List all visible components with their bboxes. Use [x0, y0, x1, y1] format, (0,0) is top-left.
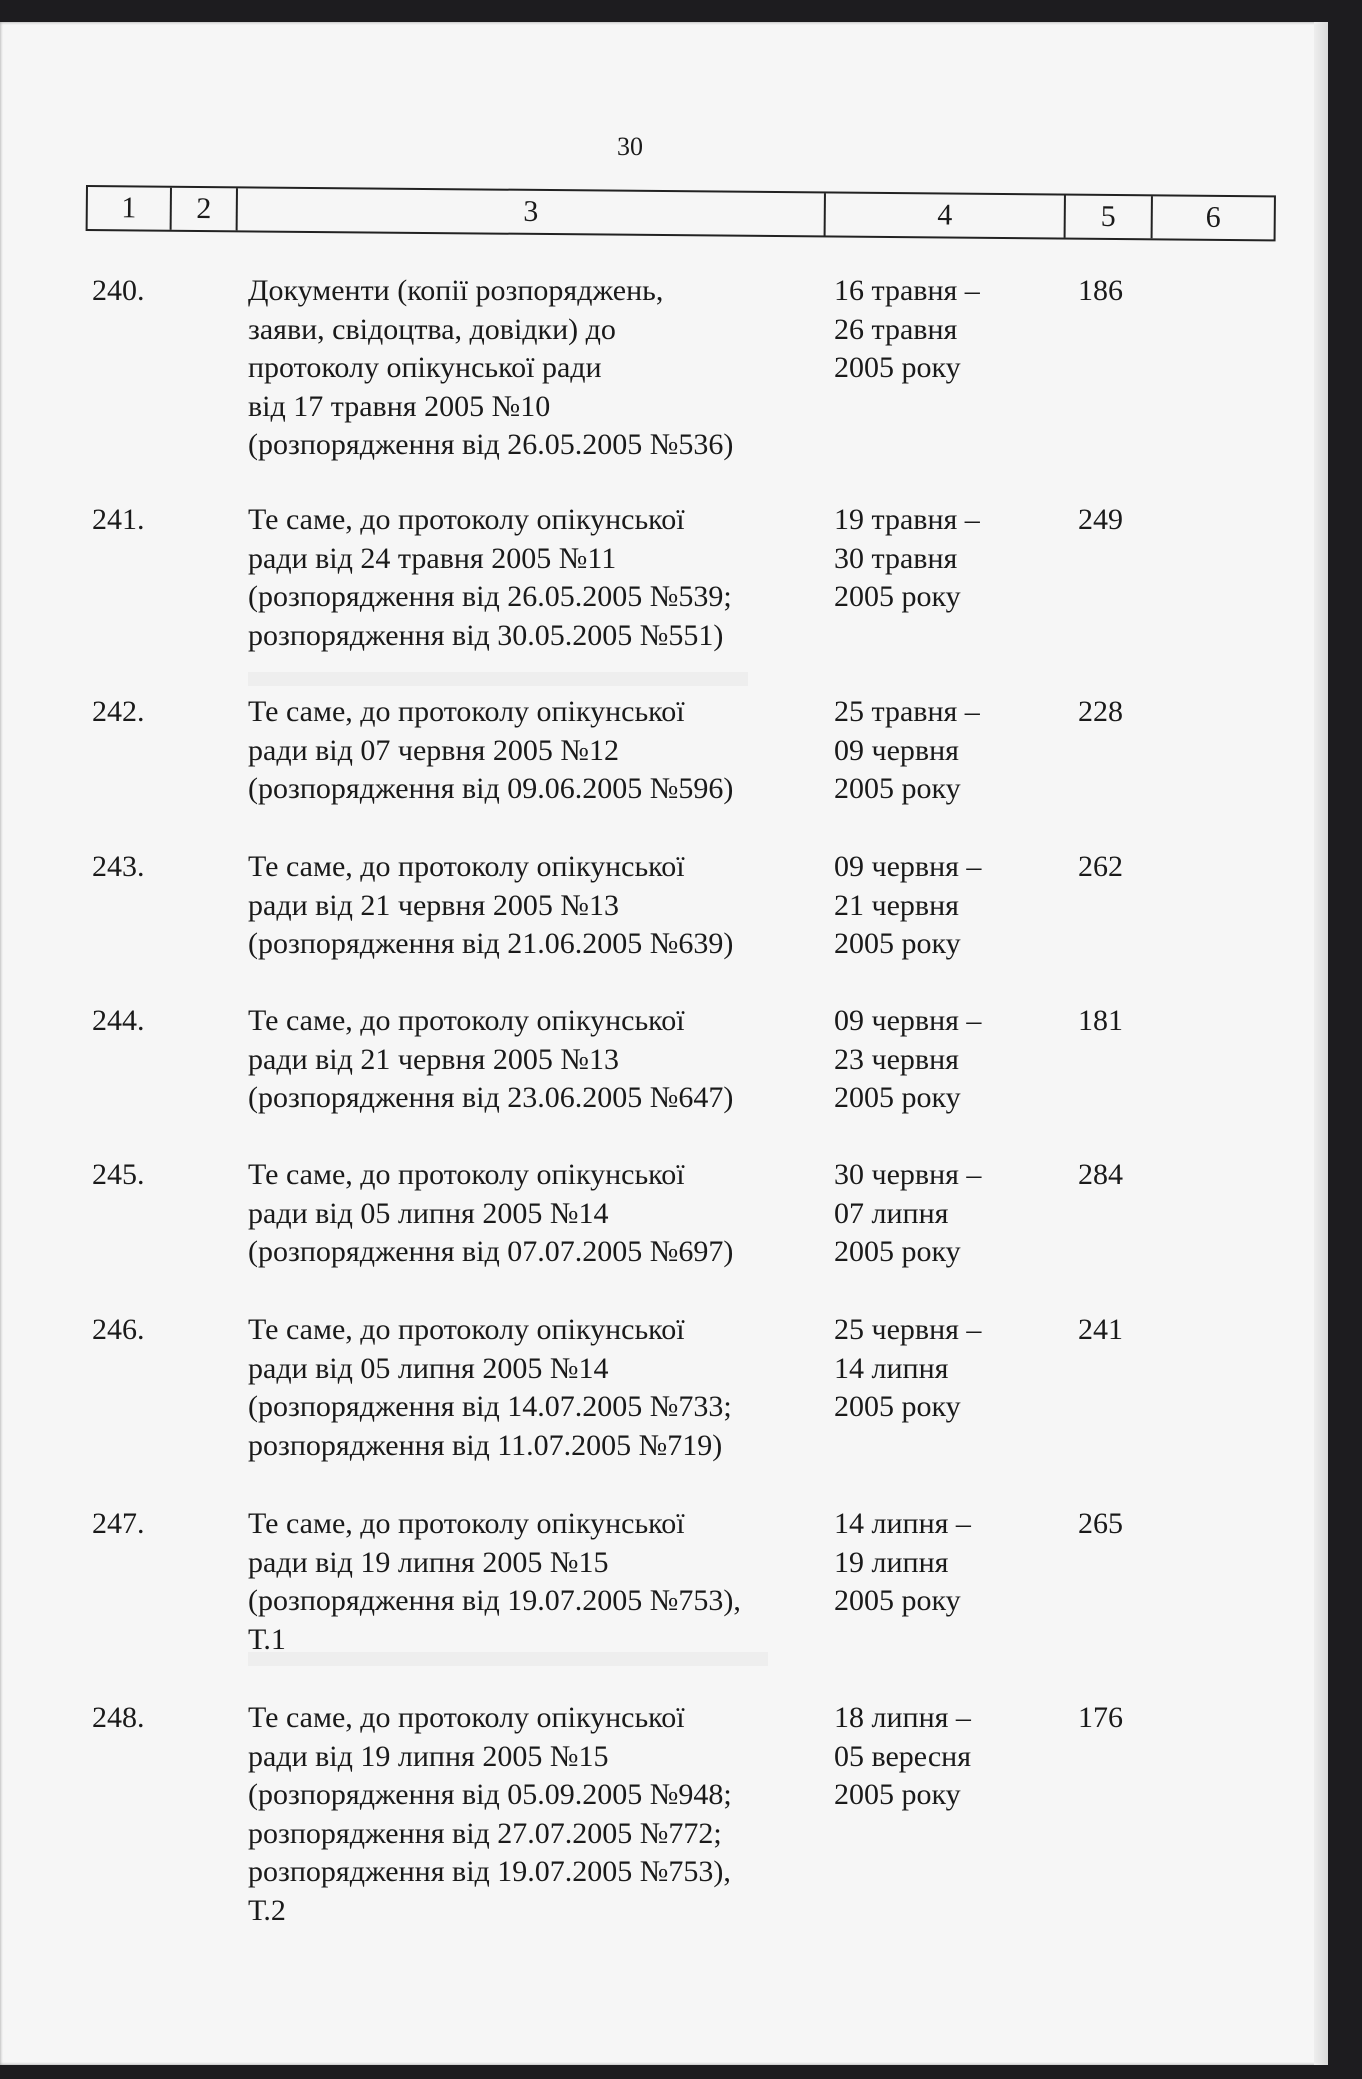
- register-entries: [0, 22, 1328, 2065]
- description-line: Те саме, до протоколу опікунської: [248, 1313, 685, 1346]
- entry-dates: [834, 1156, 1054, 1272]
- entry-number: 246.: [92, 1313, 145, 1346]
- date-line: 19 травня –: [834, 503, 980, 536]
- header-cell-6: 6: [1205, 200, 1221, 234]
- entry-page-count: 176: [1078, 1701, 1123, 1734]
- description-line: (розпорядження від 26.05.2005 №539;: [248, 580, 732, 613]
- date-line: 19 липня: [834, 1545, 949, 1579]
- entry-dates: [834, 1002, 1054, 1118]
- date-line: 30 червня –: [834, 1158, 982, 1191]
- header-cell-5: 5: [1066, 196, 1153, 239]
- description-line: Те саме, до протоколу опікунської: [248, 695, 685, 728]
- date-line: 2005 року: [834, 1081, 961, 1114]
- entry-description: [248, 1699, 818, 1930]
- description-line: (розпорядження від 07.07.2005 №697): [248, 1235, 734, 1268]
- date-line: 30 травня: [834, 541, 958, 575]
- date-line: 26 травня: [834, 312, 958, 346]
- description-line: ради від 19 липня 2005 №15: [248, 1545, 609, 1579]
- entry-page-count: 181: [1078, 1004, 1123, 1037]
- header-cell-4: 4: [826, 193, 1066, 237]
- description-line: ради від 19 липня 2005 №15: [248, 1739, 609, 1773]
- date-line: 25 травня –: [834, 695, 980, 728]
- description-line: (розпорядження від 19.07.2005 №753),: [248, 1584, 741, 1617]
- date-line: 07 липня: [834, 1196, 949, 1230]
- entry-dates: [834, 501, 1054, 617]
- entry-page-count: 241: [1078, 1313, 1123, 1346]
- description-line: заяви, свідоцтва, довідки) до: [248, 312, 616, 346]
- entry-description: [248, 1002, 818, 1118]
- description-line: Те саме, до протоколу опікунської: [248, 1158, 685, 1191]
- entry-description: [248, 693, 818, 809]
- entry-dates: [834, 693, 1054, 809]
- entry-number: 240.: [92, 274, 145, 307]
- description-line: (розпорядження від 26.05.2005 №536): [248, 428, 734, 461]
- date-line: 05 вересня: [834, 1739, 972, 1773]
- entry-description: [248, 848, 818, 964]
- date-line: 14 липня –: [834, 1507, 971, 1540]
- description-line: Те саме, до протоколу опікунської: [248, 1701, 685, 1734]
- entry-description: [248, 1505, 818, 1659]
- description-line: розпорядження від 27.07.2005 №772;: [248, 1816, 722, 1850]
- description-line: (розпорядження від 09.06.2005 №596): [248, 772, 734, 805]
- entry-description: [248, 501, 818, 655]
- date-line: 2005 року: [834, 1390, 961, 1423]
- entry-number: 242.: [92, 695, 145, 728]
- entry-description: [248, 1311, 818, 1465]
- description-line: ради від 07 червня 2005 №12: [248, 733, 619, 767]
- date-line: 2005 року: [834, 351, 961, 384]
- description-line: від 17 травня 2005 №10: [248, 389, 551, 423]
- entry-description: [248, 272, 818, 465]
- date-line: 16 травня –: [834, 274, 980, 307]
- entry-page-count: 228: [1078, 695, 1123, 728]
- entry-number: 247.: [92, 1507, 145, 1540]
- entry-page-count: 249: [1078, 503, 1123, 536]
- entry-page-count: 284: [1078, 1158, 1123, 1191]
- date-line: 14 липня: [834, 1351, 949, 1385]
- entry-dates: [834, 1311, 1054, 1427]
- entry-dates: [834, 1505, 1054, 1621]
- description-line: ради від 24 травня 2005 №11: [248, 541, 617, 575]
- description-line: (розпорядження від 14.07.2005 №733;: [248, 1390, 732, 1423]
- entry-description: [248, 1156, 818, 1272]
- entry-dates: [834, 848, 1054, 964]
- header-cell-3: 3: [238, 188, 826, 235]
- description-line: протоколу опікунської ради: [248, 351, 602, 384]
- date-line: 21 червня: [834, 888, 959, 922]
- description-line: ради від 21 червня 2005 №13: [248, 1042, 619, 1076]
- entry-page-count: 265: [1078, 1507, 1123, 1540]
- header-cell-1: 1: [88, 187, 172, 230]
- description-line: ради від 21 червня 2005 №13: [248, 888, 619, 922]
- entry-dates: [834, 272, 1054, 388]
- date-line: 25 червня –: [834, 1313, 982, 1346]
- description-line: Те саме, до протоколу опікунської: [248, 503, 685, 536]
- document-page: [0, 22, 1328, 2065]
- page-number: 30: [617, 132, 643, 161]
- entry-number: 245.: [92, 1158, 145, 1191]
- description-line: (розпорядження від 23.06.2005 №647): [248, 1081, 734, 1114]
- description-line: ради від 05 липня 2005 №14: [248, 1351, 609, 1385]
- date-line: 23 червня: [834, 1042, 959, 1076]
- description-line: Те саме, до протоколу опікунської: [248, 850, 685, 883]
- date-line: 2005 року: [834, 772, 961, 805]
- description-line: Документи (копії розпоряджень,: [248, 274, 664, 307]
- date-line: 09 червня –: [834, 850, 982, 883]
- description-line: ради від 05 липня 2005 №14: [248, 1196, 609, 1230]
- entry-number: 241.: [92, 503, 145, 536]
- date-line: 18 липня –: [834, 1701, 971, 1734]
- description-line: Те саме, до протоколу опікунської: [248, 1004, 685, 1037]
- date-line: 09 червня –: [834, 1004, 982, 1037]
- description-line: розпорядження від 19.07.2005 №753),: [248, 1855, 731, 1888]
- date-line: 2005 року: [834, 1778, 961, 1811]
- header-cell-2: 2: [172, 188, 238, 231]
- entry-page-count: 262: [1078, 850, 1123, 883]
- description-line: Т.1: [248, 1622, 286, 1656]
- description-line: (розпорядження від 21.06.2005 №639): [248, 927, 734, 960]
- entry-number: 243.: [92, 850, 145, 883]
- date-line: 2005 року: [834, 1235, 961, 1268]
- description-line: Те саме, до протоколу опікунської: [248, 1507, 685, 1540]
- entry-dates: [834, 1699, 1054, 1815]
- entry-page-count: 186: [1078, 274, 1123, 307]
- date-line: 2005 року: [834, 927, 961, 960]
- description-line: розпорядження від 30.05.2005 №551): [248, 618, 724, 652]
- description-line: (розпорядження від 05.09.2005 №948;: [248, 1778, 732, 1811]
- date-line: 2005 року: [834, 580, 961, 613]
- date-line: 09 червня: [834, 733, 959, 767]
- date-line: 2005 року: [834, 1584, 961, 1617]
- entry-number: 244.: [92, 1004, 145, 1037]
- description-line: Т.2: [248, 1893, 286, 1927]
- entry-number: 248.: [92, 1701, 145, 1734]
- description-line: розпорядження від 11.07.2005 №719): [248, 1428, 723, 1462]
